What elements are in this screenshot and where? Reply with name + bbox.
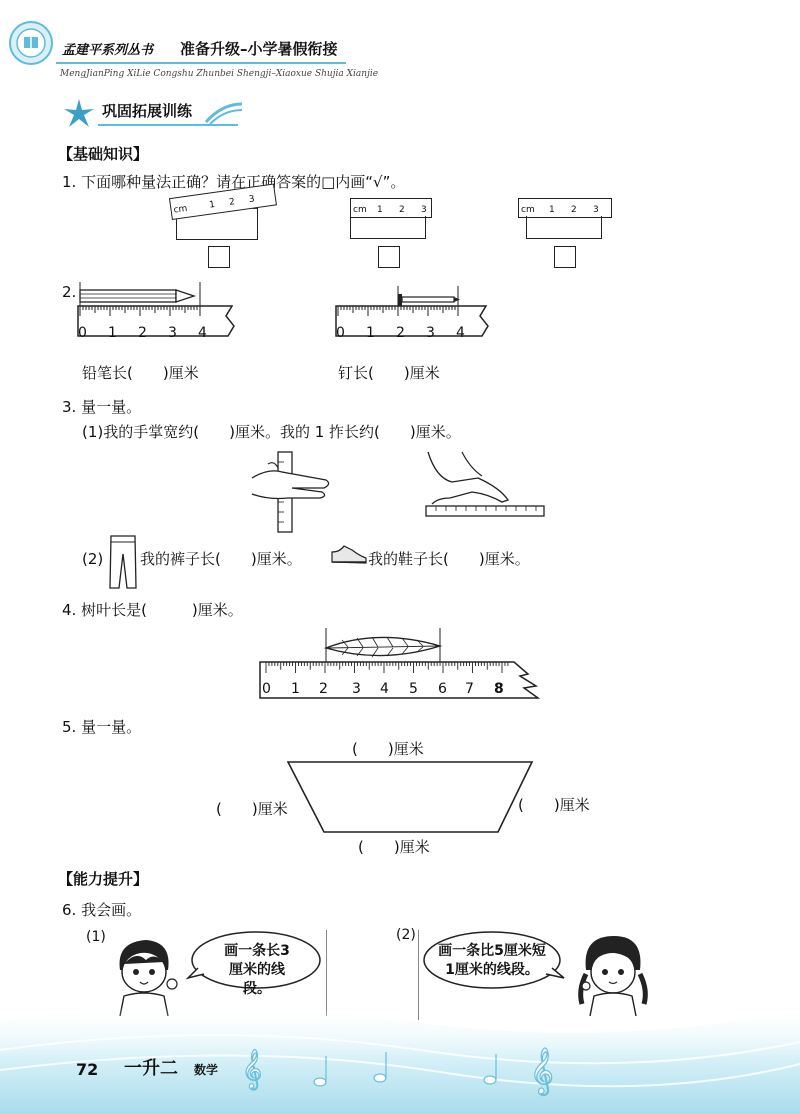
section-title: 巩固拓展训练: [102, 102, 193, 120]
book-title: 准备升级–小学暑假衔接: [180, 40, 338, 58]
hand-span-ruler-icon: [422, 448, 546, 520]
svg-text:𝄞: 𝄞: [242, 1049, 263, 1089]
trapezoid-right-label: ( )厘米: [518, 796, 590, 814]
q3-line1: (1)我的手掌宽约( )厘米。我的 1 拃长约( )厘米。: [82, 423, 461, 441]
q6-text: 6. 我会画。: [62, 901, 142, 919]
svg-text:𝄞: 𝄞: [530, 1048, 554, 1094]
q2-number: 2.: [62, 283, 77, 301]
series-name: 孟建平系列丛书: [62, 43, 154, 58]
pants-icon: [108, 534, 138, 590]
section-swoosh-icon: [204, 100, 244, 126]
q6-sub2-number: (2): [396, 927, 416, 943]
book-title-pinyin: MengJianPing XiLie Congshu Zhunbei Shengji–Xiaoxue Shujia Xianjie: [60, 69, 379, 79]
ruler-unit: cm: [173, 203, 188, 216]
shoe-length-label: 我的鞋子长( )厘米。: [368, 550, 530, 568]
music-notes-icon: [230, 1036, 610, 1096]
q1-ruler: cm 1 2 3: [518, 198, 612, 218]
trapezoid-bottom-label: ( )厘米: [358, 838, 430, 856]
logo-emblem-icon: [8, 20, 54, 66]
section-underline: [98, 124, 238, 126]
q3-sub2-number: (2): [82, 550, 104, 568]
q1-text: 1. 下面哪种量法正确？请在正确答案的□内画“√”。: [62, 173, 406, 191]
header: [0, 0, 800, 90]
page-number: 72: [76, 1060, 99, 1079]
q1-option-b: [348, 196, 468, 266]
q1-rectangle: [350, 216, 426, 239]
q6-sub1-number: (1): [86, 929, 106, 945]
q3-text: 3. 量一量。: [62, 398, 142, 416]
q5-text: 5. 量一量。: [62, 718, 142, 736]
leaf-ruler: [258, 628, 548, 708]
subject-label: 数学: [194, 1063, 219, 1077]
basic-section-label: 【基础知识】: [58, 145, 149, 163]
header-rule: [56, 62, 346, 64]
grade-label: 一升二: [124, 1058, 178, 1079]
pants-length-label: 我的裤子长( )厘米。: [140, 550, 302, 568]
q1-checkbox-b[interactable]: [378, 246, 400, 268]
shoe-icon: [330, 544, 368, 566]
star-flower-icon: [62, 97, 96, 129]
pencil-length-label: 铅笔长( )厘米: [82, 364, 199, 382]
q1-option-c: [518, 196, 638, 266]
q4-text: 4. 树叶长是( )厘米。: [62, 601, 243, 619]
ability-section-label: 【能力提升】: [58, 870, 149, 888]
q2-pencil-ruler: [76, 280, 246, 348]
q2-nail-ruler: [334, 280, 504, 348]
trapezoid-top-label: ( )厘米: [352, 740, 424, 758]
q1-checkbox-a[interactable]: [208, 246, 230, 268]
trapezoid-shape: [286, 760, 534, 834]
bubble-1-text: 画一条长3厘米的线段。: [224, 943, 290, 997]
nail-length-label: 钉长( )厘米: [338, 364, 440, 382]
q1-rectangle: [526, 216, 602, 239]
trapezoid-left-label: ( )厘米: [216, 800, 288, 818]
q1-ruler: cm 1 2 3: [350, 198, 432, 218]
q1-checkbox-c[interactable]: [554, 246, 576, 268]
bubble-2-text: 画一条比5厘米短1厘米的线段。: [438, 943, 546, 978]
q1-ruler-tilted: cm 1 2 3: [169, 183, 277, 220]
q1-option-a: [170, 196, 290, 266]
hand-with-ruler-icon: [248, 450, 338, 536]
